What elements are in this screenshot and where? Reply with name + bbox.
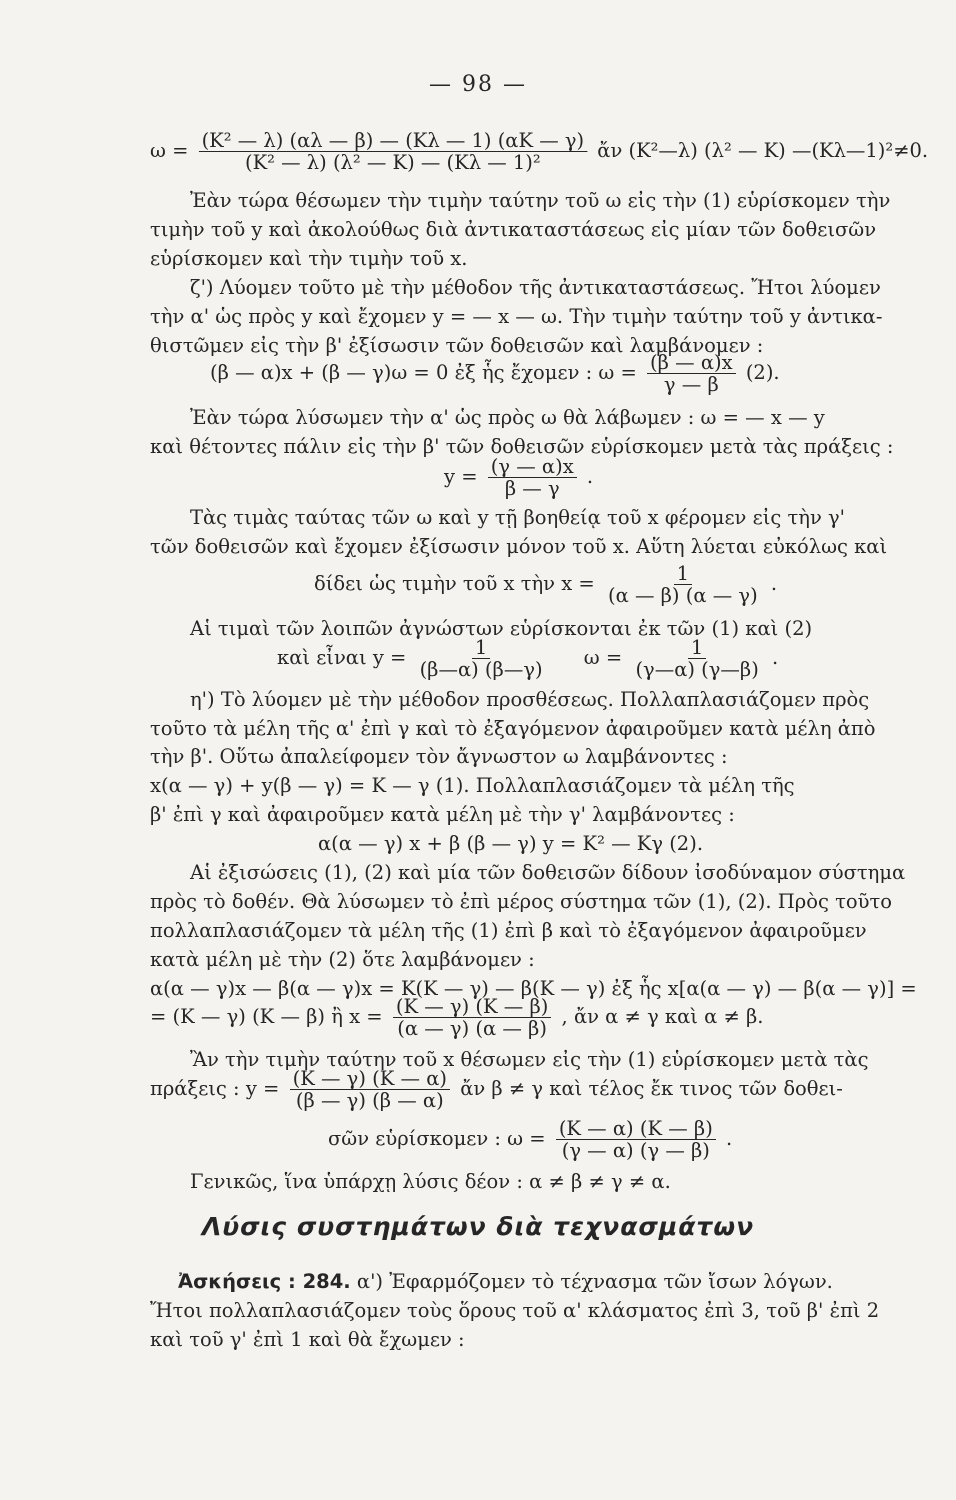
text-line: θιστῶμεν εἰς τὴν β' ἐξίσωσιν τῶν δοθεισῶν καὶ λαμβάνομεν : [150, 334, 764, 357]
text-line: Ἤτοι πολλαπλασιάζομεν τοὺς ὅρους τοῦ α' κλάσματος ἐπὶ 3, τοῦ β' ἐπὶ 2 [150, 1299, 880, 1322]
fraction-omega [199, 130, 588, 173]
fraction-y [290, 1068, 450, 1111]
denominator: (α — γ) (α — β) [397, 1017, 547, 1040]
fraction-omega [556, 1118, 716, 1161]
exercise-label: Ἀσκήσεις : 284. [178, 1270, 351, 1293]
text-line: Ἐὰν τώρα θέσωμεν τὴν τιμὴν ταύτην τοῦ ω εἰς τὴν (1) εὑρίσκομεν τὴν [190, 189, 891, 212]
denominator: (γ — α) (γ — β) [561, 1139, 710, 1162]
equation-omega-solution [328, 1118, 732, 1161]
denominator: (K² — λ) (λ² — Κ) — (Κλ — 1)² [245, 151, 541, 174]
denominator: (β—α) (β—γ) [419, 658, 543, 681]
exercise-line [178, 1270, 833, 1294]
fraction-omega [632, 637, 761, 680]
equation-x [314, 563, 777, 606]
equation-y [444, 456, 593, 499]
condition: , ἄν α ≠ γ καὶ α ≠ β. [561, 1005, 764, 1028]
text-line: τιμὴν τοῦ y καὶ ἀκολούθως διὰ ἀντικαταστάσεως εἰς μίαν τῶν δοθεισῶν [150, 218, 877, 241]
fraction-x [605, 563, 761, 606]
text-line: εὑρίσκομεν καὶ τὴν τιμὴν τοῦ x. [150, 247, 468, 270]
fraction-x [393, 996, 552, 1039]
text-line: ζ') Λύομεν τοῦτο μὲ τὴν μέθοδον τῆς ἀντικαταστάσεως. Ἤτοι λύομεν [190, 276, 881, 299]
condition: ἄν β ≠ γ καὶ τέλος ἔκ τινος τῶν δοθει- [460, 1077, 843, 1100]
numerator: (Κ — α) (Κ — β) [556, 1118, 716, 1140]
denominator: (γ—α) (γ—β) [635, 658, 759, 681]
text-line: τῶν δοθεισῶν καὶ ἔχομεν ἐξίσωσιν μόνον τοῦ x. Αὕτη λύεται εὐκόλως καὶ [150, 535, 888, 558]
text-line: η') Τὸ λύομεν μὲ τὴν μέθοδον προσθέσεως. Πολλαπλασιάζομεν πρὸς [190, 688, 870, 711]
text-line: κατὰ μέλη μὲ τὴν (2) ὅτε λαμβάνομεν : [150, 948, 535, 971]
equation-text: (β — α)x + (β — γ)ω = 0 ἐξ ἧς ἔχομεν : ω = [210, 361, 637, 384]
equation-y-omega [277, 637, 778, 680]
text-line: καὶ τοῦ γ' ἐπὶ 1 καὶ θὰ ἔχωμεν : [150, 1328, 465, 1351]
numerator: (K² — λ) (αλ — β) — (Κλ — 1) (αΚ — γ) [199, 130, 588, 152]
text-line: πολλαπλασιάζομεν τὰ μέλη τῆς (1) ἐπὶ β καὶ τὸ ἐξαγόμενον ἀφαιροῦμεν [150, 919, 867, 942]
exercise-text: α') Ἐφαρμόζομεν τὸ τέχνασμα τῶν ἴσων λόγων. [350, 1270, 833, 1293]
punctuation: . [726, 1127, 733, 1150]
equation-y-solution [150, 1068, 843, 1111]
numerator: 1 [688, 637, 706, 659]
equation-mid: ω = [583, 646, 623, 669]
text-line: Αἱ ἐξισώσεις (1), (2) καὶ μία τῶν δοθεισῶν δίδουν ἰσοδύναμον σύστημα [190, 861, 906, 884]
equation-2 [210, 352, 780, 395]
condition: ἄν (K²—λ) (λ² — Κ) —(Κλ—1)²≠0. [597, 139, 929, 162]
denominator: (α — β) (α — γ) [607, 584, 758, 607]
equation-text: καὶ εἶναι y = [277, 646, 407, 669]
text-line: τὴν α' ὡς πρὸς y καὶ ἔχομεν y = — x — ω. Τὴν τιμὴν ταύτην τοῦ y ἀντικα- [150, 305, 883, 328]
equation-lhs: = (Κ — γ) (Κ — β) ἢ x = [150, 1005, 383, 1028]
page-number: — 98 — [429, 72, 527, 97]
text-line: Γενικῶς, ἵνα ὑπάρχῃ λύσις δέον : α ≠ β ≠ γ ≠ α. [190, 1170, 671, 1193]
text-line: α(α — γ)x — β(α — γ)x = Κ(Κ — γ) — β(Κ — γ) ἐξ ἧς x[α(α — γ) — β(α — γ)] = [150, 977, 917, 1000]
text-line: τὴν β'. Οὕτω ἀπαλείφομεν τὸν ἄγνωστον ω λαμβάνοντες : [150, 745, 728, 768]
text-line: β' ἐπὶ γ καὶ ἀφαιροῦμεν κατὰ μέλη μὲ τὴν γ' λαμβάνοντες : [150, 803, 735, 826]
equation-line-2: α(α — γ) x + β (β — γ) y = K² — Κγ (2). [318, 832, 704, 855]
equation-lhs: y = [444, 465, 478, 488]
equation-tag: (2). [745, 361, 780, 384]
punctuation: . [772, 646, 779, 669]
punctuation: . [586, 465, 594, 488]
numerator: 1 [472, 637, 490, 659]
equation-lhs: σῶν εὑρίσκομεν : ω = [328, 1127, 546, 1150]
denominator: β — γ [504, 477, 560, 500]
text-line: καὶ θέτοντες πάλιν εἰς τὴν β' τῶν δοθεισῶν εὑρίσκομεν μετὰ τὰς πράξεις : [150, 435, 894, 458]
text-line: πρὸς τὸ δοθέν. Θὰ λύσωμεν τὸ ἐπὶ μέρος σύστημα τῶν (1), (2). Πρὸς τοῦτο [150, 890, 892, 913]
equation-lhs: ω = [150, 139, 189, 162]
text-line: Αἱ τιμαὶ τῶν λοιπῶν ἀγνώστων εὑρίσκονται ἐκ τῶν (1) καὶ (2) [190, 617, 813, 640]
punctuation: . [770, 572, 778, 595]
numerator: (β — α)x [647, 352, 736, 374]
fraction-y [488, 456, 577, 499]
denominator: γ — β [663, 373, 719, 396]
numerator: (Κ — γ) (Κ — α) [290, 1068, 450, 1090]
text-line: Τὰς τιμὰς ταύτας τῶν ω καὶ y τῇ βοηθείᾳ τοῦ x φέρομεν εἰς τὴν γ' [190, 506, 846, 529]
text-line: Ἐὰν τώρα λύσωμεν τὴν α' ὡς πρὸς ω θὰ λάβωμεν : ω = — x — y [190, 406, 825, 429]
section-heading: Λύσις συστημάτων διὰ τεχνασμάτων [201, 1212, 755, 1241]
fraction-2 [647, 352, 736, 395]
numerator: (Κ — γ) (Κ — β) [393, 996, 552, 1018]
numerator: 1 [674, 563, 692, 585]
text-line: x(α — γ) + y(β — γ) = Κ — γ (1). Πολλαπλασιάζομεν τὰ μέλη τῆς [150, 774, 795, 797]
equation-lhs: πράξεις : y = [150, 1077, 280, 1100]
fraction-y [417, 637, 546, 680]
equation-text: δίδει ὡς τιμὴν τοῦ x τὴν x = [314, 572, 595, 595]
numerator: (γ — α)x [488, 456, 577, 478]
equation-x-solution [150, 996, 764, 1039]
equation-omega [150, 130, 928, 173]
denominator: (β — γ) (β — α) [295, 1089, 444, 1112]
text-line: Ἂν τὴν τιμὴν ταύτην τοῦ x θέσωμεν εἰς τὴν (1) εὑρίσκομεν μετὰ τὰς [190, 1048, 869, 1071]
text-line: τοῦτο τὰ μέλη τῆς α' ἐπὶ γ καὶ τὸ ἐξαγόμενον ἀφαιροῦμεν κατὰ μέλη ἀπὸ [150, 717, 876, 740]
